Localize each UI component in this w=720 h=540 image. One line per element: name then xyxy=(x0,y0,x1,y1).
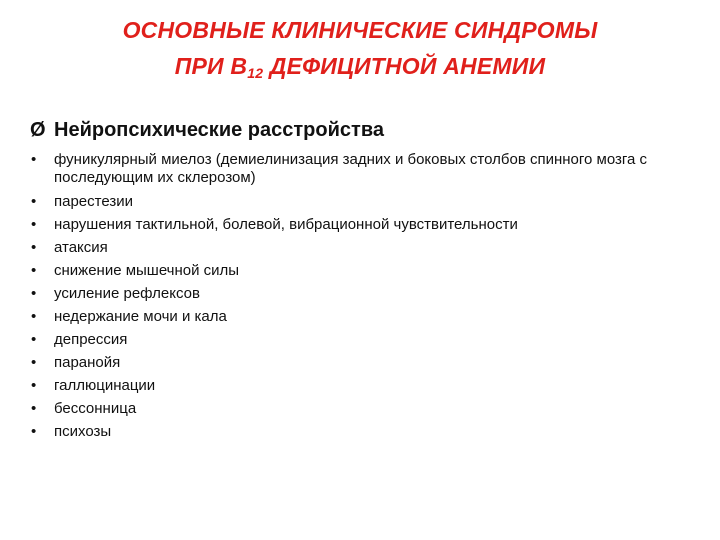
arrow-bullet-icon: Ø xyxy=(30,119,46,141)
title-subscript: 12 xyxy=(247,65,264,81)
bullet-icon: • xyxy=(31,354,37,371)
bullet-icon: • xyxy=(31,308,37,325)
list-item-text: снижение мышечной силы xyxy=(54,262,240,279)
bullet-icon: • xyxy=(31,151,37,168)
title-line-2 xyxy=(80,48,640,91)
slide-title xyxy=(80,12,640,91)
list-item-text: бессонница xyxy=(54,400,137,417)
list-item xyxy=(30,400,670,418)
list-item-text: недержание мочи и кала xyxy=(54,308,227,325)
bullet-icon: • xyxy=(31,239,37,256)
section-heading-text: Нейропсихические расстройства xyxy=(54,119,384,141)
bullet-icon: • xyxy=(31,423,37,440)
list-item xyxy=(30,423,670,441)
list-item xyxy=(30,193,670,211)
list-item-text: атаксия xyxy=(54,239,108,256)
list-item-text: паранойя xyxy=(54,354,121,371)
title-line-1: ОСНОВНЫЕ КЛИНИЧЕСКИЕ СИНДРОМЫ xyxy=(122,17,598,43)
symptom-list xyxy=(30,151,670,446)
list-item xyxy=(30,285,670,303)
list-item xyxy=(30,239,670,257)
bullet-icon: • xyxy=(31,377,37,394)
list-item-text: депрессия xyxy=(54,331,128,348)
list-item xyxy=(30,308,670,326)
list-item xyxy=(30,377,670,395)
bullet-icon: • xyxy=(31,216,37,233)
title-line-2-suffix: ДЕФИЦИТНОЙ АНЕМИИ xyxy=(263,53,546,79)
bullet-icon: • xyxy=(31,262,37,279)
list-item-text: психозы xyxy=(54,423,112,440)
list-item xyxy=(30,262,670,280)
list-item xyxy=(30,216,670,234)
list-item xyxy=(30,354,670,372)
list-item-text: парестезии xyxy=(54,193,133,210)
list-item xyxy=(30,151,670,187)
list-item-text: фуникулярный миелоз (демиелинизация задних и боковых столбов спинного мозга с последующим их склерозом) xyxy=(54,151,648,186)
title-line-2-prefix: ПРИ В xyxy=(174,53,248,79)
bullet-icon: • xyxy=(31,400,37,417)
list-item-text: нарушения тактильной, болевой, вибрационной чувствительности xyxy=(54,216,518,233)
bullet-icon: • xyxy=(31,193,37,210)
list-item-text: усиление рефлексов xyxy=(54,285,200,302)
bullet-icon: • xyxy=(31,331,37,348)
list-item-text: галлюцинации xyxy=(54,377,156,394)
bullet-icon: • xyxy=(31,285,37,302)
list-item xyxy=(30,331,670,349)
section-heading xyxy=(30,117,384,143)
